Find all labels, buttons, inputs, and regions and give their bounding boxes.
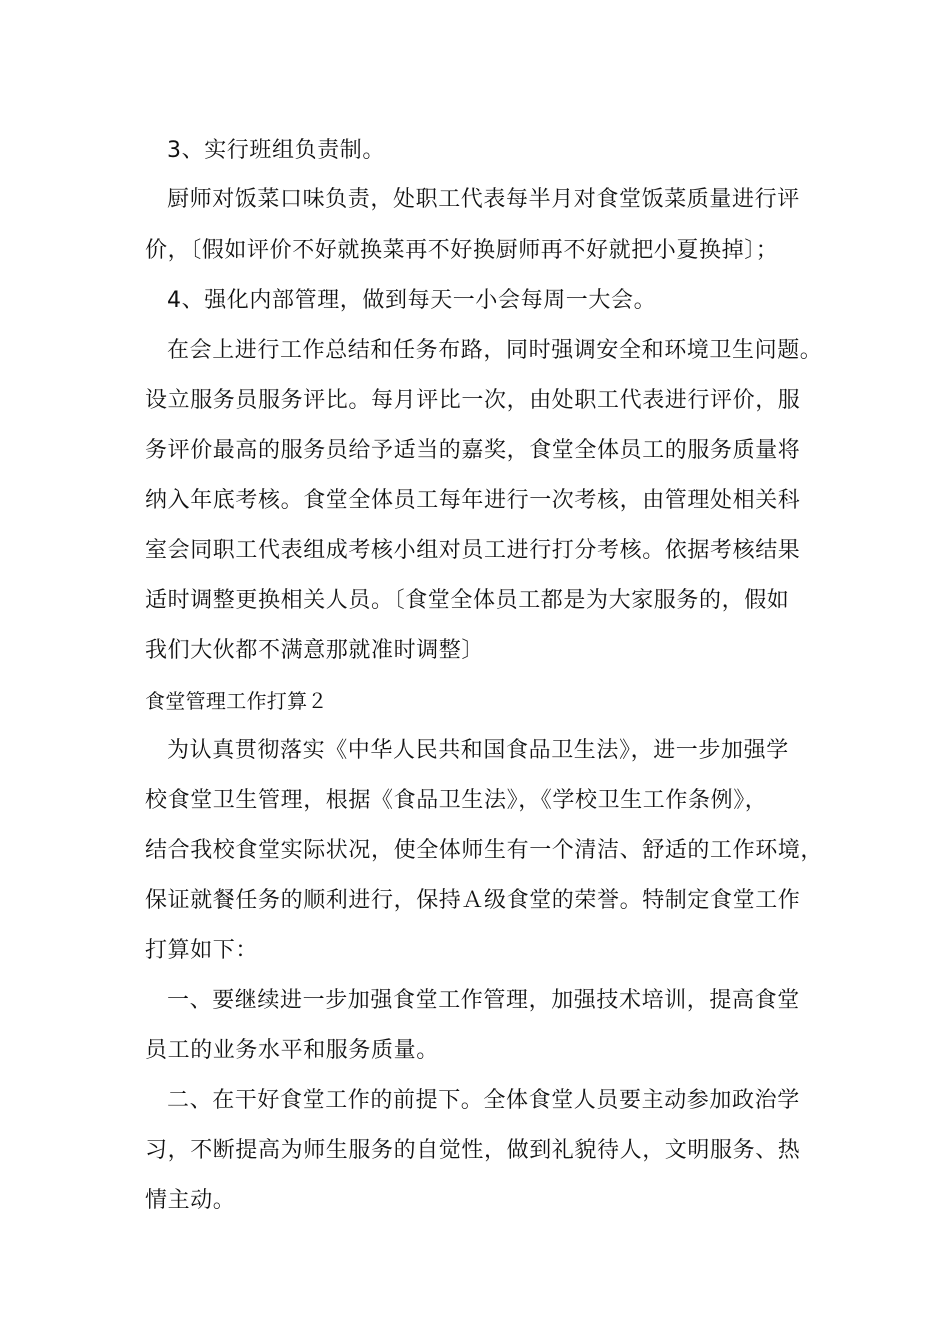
paragraph-line: 4、强化内部管理，做到每天一小会每周一大会。 <box>167 288 657 313</box>
paragraph-line: 员工的业务水平和服务质量。 <box>145 1038 439 1063</box>
paragraph-line: 保证就餐任务的顺利进行，保持Ａ级食堂的荣誉。特制定食堂工作 <box>145 888 801 913</box>
paragraph-line: 价，〔假如评价不好就换菜再不好换厨师再不好就把小夏换掉〕； <box>145 238 779 263</box>
paragraph-line: 设立服务员服务评比。每月评比一次，由处职工代表进行评价，服 <box>145 388 801 413</box>
paragraph-line: 习，不断提高为师生服务的自觉性，做到礼貌待人，文明服务、热 <box>145 1138 801 1163</box>
paragraph-line: 厨师对饭菜口味负责，处职工代表每半月对食堂饭菜质量进行评 <box>167 187 800 212</box>
section-heading: 食堂管理工作打算２ <box>145 689 328 713</box>
paragraph-line: 室会同职工代表组成考核小组对员工进行打分考核。依据考核结果 <box>145 538 801 563</box>
paragraph-line: 在会上进行工作总结和任务布路，同时强调安全和环境卫生问题。 <box>167 338 823 363</box>
paragraph-line: 我们大伙都不满意那就准时调整〕 <box>145 638 485 663</box>
paragraph-line: 3、实行班组负责制。 <box>167 138 385 163</box>
paragraph-line: 务评价最高的服务员给予适当的嘉奖，食堂全体员工的服务质量将 <box>145 438 801 463</box>
paragraph-line: 打算如下： <box>145 938 259 963</box>
paragraph-line: 结合我校食堂实际状况，使全体师生有一个清洁、舒适的工作环境， <box>145 838 824 863</box>
paragraph-line: 适时调整更换相关人员。〔食堂全体员工都是为大家服务的，假如 <box>145 588 790 613</box>
paragraph-line: 一、要继续进一步加强食堂工作管理，加强技术培训，提高食堂 <box>167 988 800 1013</box>
paragraph-line: 二、在干好食堂工作的前提下。全体食堂人员要主动参加政治学 <box>167 1088 800 1113</box>
paragraph-line: 校食堂卫生管理，根据《食品卫生法》，《学校卫生工作条例》， <box>145 788 768 813</box>
paragraph-line: 纳入年底考核。食堂全体员工每年进行一次考核，由管理处相关科 <box>145 488 801 513</box>
paragraph-line: 情主动。 <box>145 1188 236 1213</box>
paragraph-line: 为认真贯彻落实《中华人民共和国食品卫生法》，进一步加强学 <box>167 738 789 763</box>
